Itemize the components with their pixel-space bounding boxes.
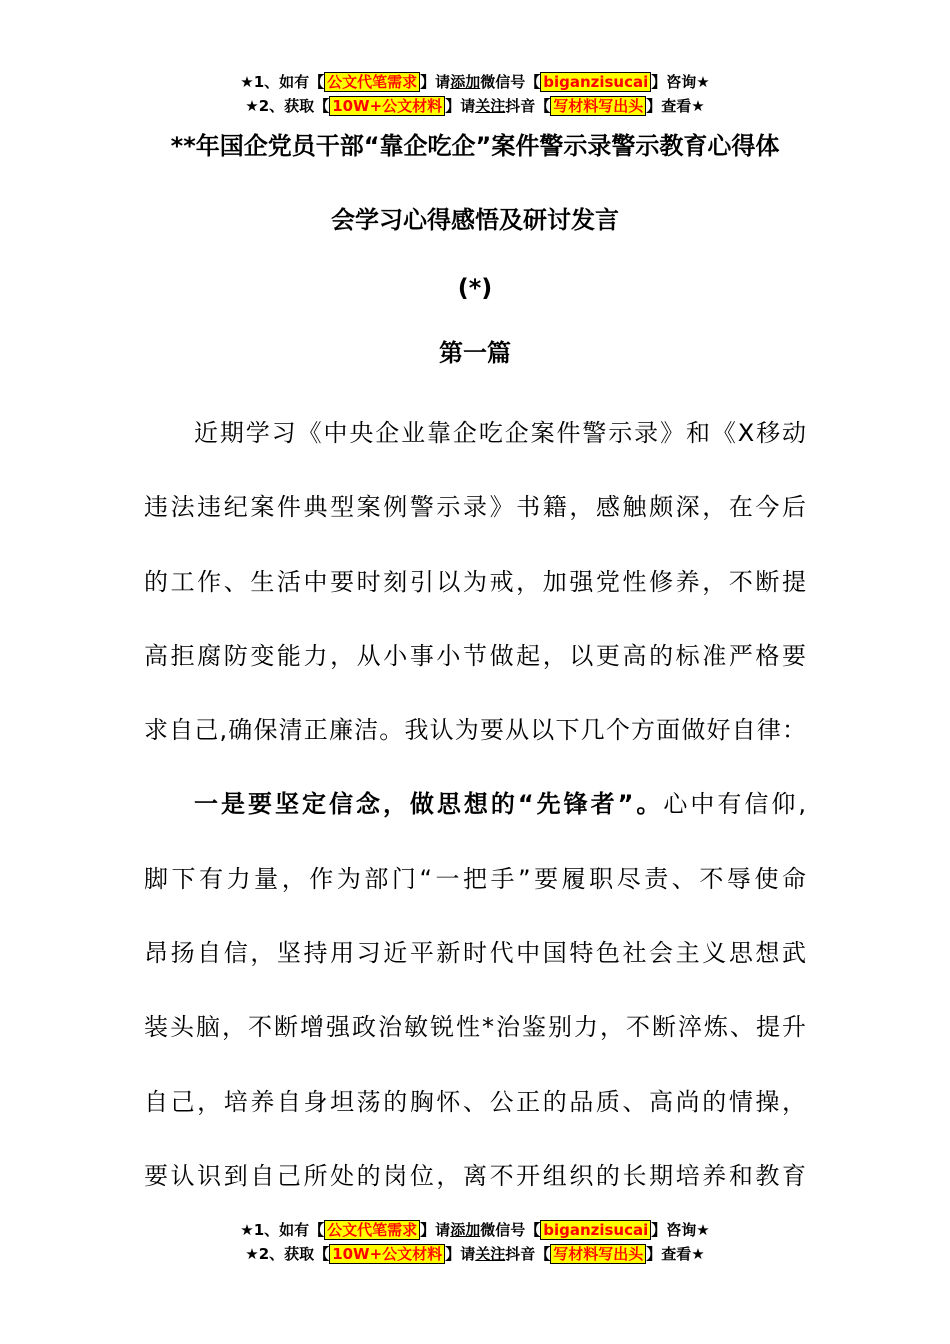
banner-text: 】咨询★ [651,1221,710,1239]
body-line: 的工作、生活中要时刻引以为戒，加强党性修养，不断提 [144,567,806,596]
underlined-text: 添加 [450,1221,481,1239]
highlight-wechat-id: biganzisucai [540,72,651,92]
banner-line-1 [0,1218,950,1242]
highlight-douyin-id: 写材料写出头 [550,96,646,116]
body-line: 装头脑，不断增强政治敏锐性*治鉴别力，不断淬炼、提升 [144,1013,806,1042]
point-1-text: 心中有信仰, [663,790,806,819]
body-line: 近期学习《中央企业靠企吃企案件警示录》和《X移动 [194,419,806,447]
underlined-text: 关注 [475,1245,506,1263]
document-body [144,396,806,1213]
banner-text: 抖音【 [505,1245,551,1263]
highlight-label: 10W+公文材料 [329,1244,445,1264]
highlight-douyin-id: 写材料写出头 [550,1244,646,1264]
body-line: 要认识到自己所处的岗位，离不开组织的长期培养和教育 [144,1161,806,1190]
footer-banner [0,1218,950,1266]
banner-text: ★2、获取【 [245,1245,330,1263]
banner-line-1 [0,70,950,94]
banner-text: ★1、如有【 [240,73,325,91]
body-line-point-1 [144,767,806,841]
section-title: 第一篇 [439,339,511,367]
highlight-label: 公文代笔需求 [324,1220,420,1240]
banner-text: 微信号【 [480,1221,541,1239]
banner-text: 】请 [445,97,476,115]
underlined-text: 关注 [475,97,506,115]
highlight-label: 10W+公文材料 [329,96,445,116]
body-line: 脚下有力量，作为部门“一把手”要履职尽责、不辱使命 [144,864,806,893]
banner-text: 微信号【 [480,73,541,91]
point-1-heading: 一是要坚定信念，做思想的“先锋者”。 [194,790,664,819]
banner-text: 】咨询★ [651,73,710,91]
banner-text: 】请 [445,1245,476,1263]
banner-line-2 [0,1242,950,1266]
banner-text: 】查看★ [646,97,705,115]
banner-text: 】请 [420,1221,451,1239]
highlight-label: 公文代笔需求 [324,72,420,92]
banner-text: 抖音【 [505,97,551,115]
body-line: 昂扬自信，坚持用习近平新时代中国特色社会主义思想武 [144,939,806,968]
highlight-wechat-id: biganzisucai [540,1220,651,1240]
header-banner [0,70,950,118]
banner-text: ★2、获取【 [245,97,330,115]
document-title-mark: (*) [457,274,493,302]
banner-text: 】查看★ [646,1245,705,1263]
document-title-line-1: **年国企党员干部“靠企吃企”案件警示录警示教育心得体 [170,132,780,160]
document-title-line-2: 会学习心得感悟及研讨发言 [331,206,619,234]
body-line: 自己，培养自身坦荡的胸怀、公正的品质、高尚的情操， [144,1087,806,1116]
underlined-text: 添加 [450,73,481,91]
body-line: 求自己,确保清正廉洁。我认为要从以下几个方面做好自律： [144,716,806,745]
body-line: 高拒腐防变能力，从小事小节做起，以更高的标准严格要 [144,641,806,670]
banner-line-2 [0,94,950,118]
banner-text: ★1、如有【 [240,1221,325,1239]
banner-text: 】请 [420,73,451,91]
body-line: 违法违纪案件典型案例警示录》书籍，感触颇深，在今后 [144,493,806,522]
